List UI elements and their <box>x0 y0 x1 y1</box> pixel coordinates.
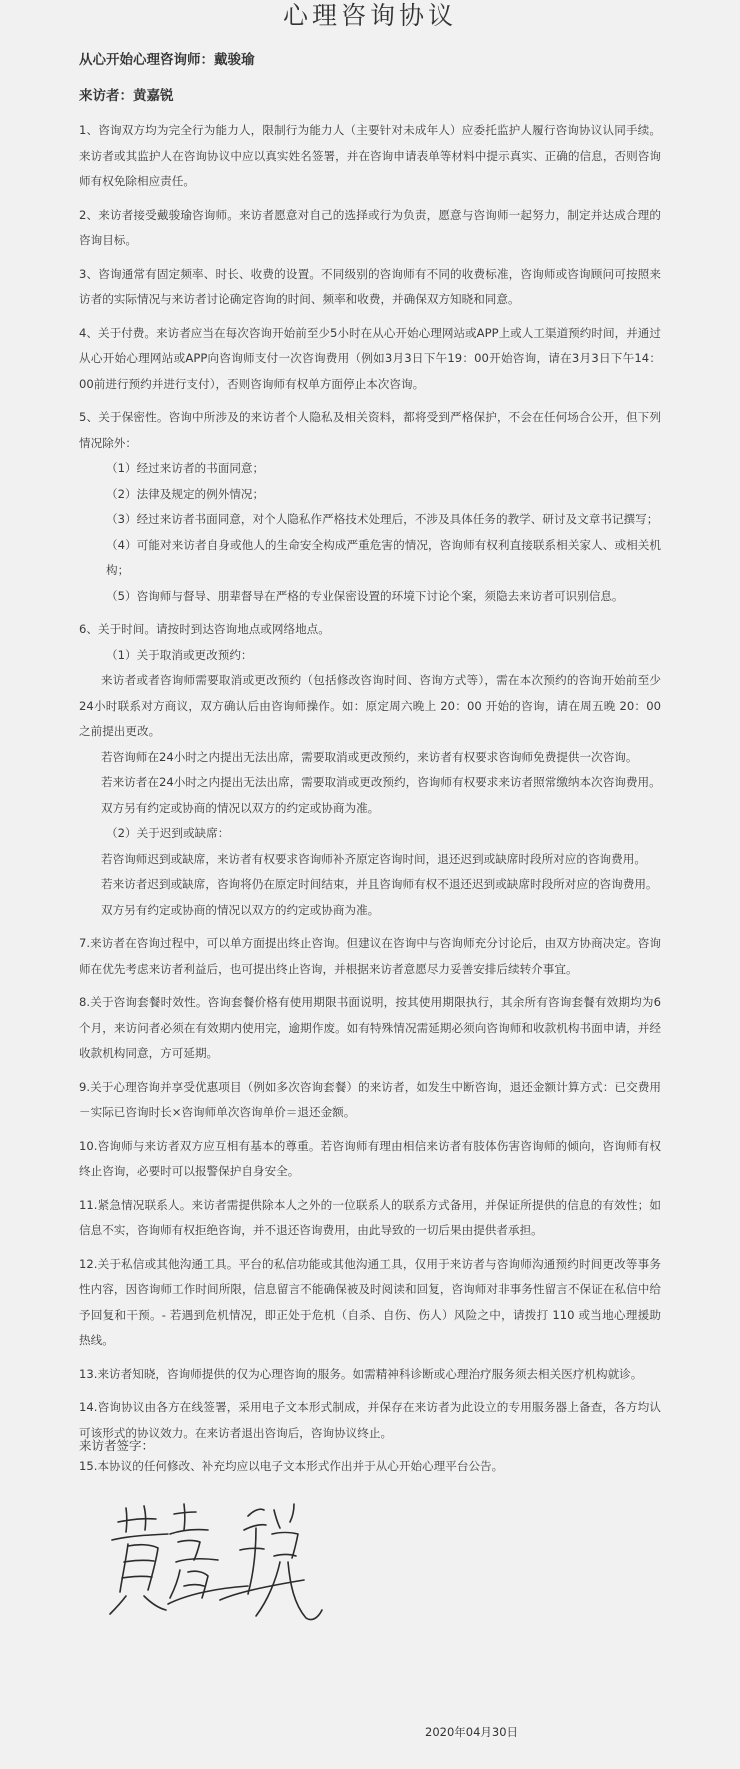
clause-13: 13.来访者知晓，咨询师提供的仅为心理咨询的服务。如需精神科诊断或心理治疗服务须去相关医疗机构就诊。 <box>79 1366 643 1381</box>
page-title: 心理咨询协议 <box>282 1 457 30</box>
late-heading: （2）关于迟到或缺席： <box>106 826 230 840</box>
clause-3: 3、咨询通常有固定频率、时长、收费的设置。不同级别的咨询师有不同的收费标准，咨询师或咨询顾问可按照来访者的实际情况与来访者讨论确定咨询的时间、频率和收费，并确保双方知晓和同意。 <box>79 266 661 306</box>
cancel-paragraph: 若咨询师在24小时之内提出无法出席，需要取消或更改预约，来访者有权要求咨询师免费提供一次咨询。 <box>101 749 638 764</box>
counselor-line: 从心开始心理咨询师：戴骏瑜 <box>79 52 255 68</box>
clause-5-item: （2）法律及规定的例外情况； <box>106 486 265 501</box>
clause-11: 11.紧急情况联系人。来访者需提供除本人之外的一位联系人的联系方式备用，并保证所提供的信息的有效性；如信息不实，咨询师有权拒绝咨询，并不退还咨询费用，由此导致的一切后果由提供者承担。 <box>79 1197 661 1237</box>
clause-14: 14.咨询协议由各方在线签署，采用电子文本形式制成，并保存在来访者为此设立的专用服务器上备查，各方均认可该形式的协议效力。在来访者退出咨询后，咨询协议终止。 <box>79 1400 661 1440</box>
clause-12: 12.关于私信或其他沟通工具。平台的私信功能或其他沟通工具，仅用于来访者与咨询师沟通预约时间更改等事务性内容，因咨询师工作时间所限，信息留言不能确保被及时阅读和回复，咨询师对非事务性留言不保证在私信中给予回复和干预。- 若遇到危机情况，即正处于危机（自杀、自伤、伤人）风险之中，请拨打 110 或当地心理援助热线。 <box>79 1256 661 1347</box>
clause-5 <box>79 405 661 609</box>
clause-6-text: 6、关于时间。请按时到达咨询地点或网络地点。 <box>79 622 330 636</box>
clause-5-item: （3）经过来访者书面同意，对个人隐私作严格技术处理后，不涉及具体任务的教学、研讨及文章书记撰写； <box>106 512 659 526</box>
handwritten-signature <box>108 1500 328 1640</box>
clause-4: 4、关于付费。来访者应当在每次咨询开始前至少5小时在从心开始心理网站或APP上或人工渠道预约时间，并通过从心开始心理网站或APP向咨询师支付一次咨询费用（例如3月3日下午19：00开始咨询，请在3月3日下午14：00前进行预约并进行支付），否则咨询师有权单方面停止本次咨询。 <box>79 325 661 391</box>
clause-1: 1、咨询双方均为完全行为能力人，限制行为能力人（主要针对未成年人）应委托监护人履行咨询协议认同手续。来访者或其监护人在咨询协议中应以真实姓名签署，并在咨询申请表单等材料中提示真实、正确的信息，否则咨询师有权免除相应责任。 <box>79 123 661 188</box>
signing-date: 2020年04月30日 <box>425 1725 519 1739</box>
clause-5-item: （4）可能对来访者自身或他人的生命安全构成严重危害的情况，咨询师有权利直接联系相关家人、或相关机构； <box>106 537 661 577</box>
late-paragraph: 若来访者迟到或缺席，咨询将仍在原定时间结束，并且咨询师有权不退还迟到或缺席时段所对应的咨询费用。 <box>101 877 658 891</box>
clause-9: 9.关于心理咨询并享受优惠项目（例如多次咨询套餐）的来访者，如发生中断咨询，退还金额计算方式：已交费用－实际已咨询时长×咨询师单次咨询单价＝退还金额。 <box>79 1079 661 1119</box>
clause-5-text: 5、关于保密性。咨询中所涉及的来访者个人隐私及相关资料，都将受到严格保护，不会在任何场合公开，但下列情况除外： <box>79 410 661 450</box>
cancel-paragraph: 来访者或者咨询师需要取消或更改预约（包括修改咨询时间、咨询方式等），需在本次预约的咨询开始前至少24小时联系对方商议，双方确认后由咨询师操作。如：原定周六晚上 20：00 开始的咨询，请在周五晚 20：00 之前提出更改。 <box>79 673 661 738</box>
late-paragraph: 若咨询师迟到或缺席，来访者有权要求咨询师补齐原定咨询时间，退还迟到或缺席时段所对应的咨询费用。 <box>101 851 646 866</box>
cancel-paragraph: 若来访者在24小时之内提出无法出席，需要取消或更改预约，咨询师有权要求来访者照常缴纳本次咨询费用。 <box>101 775 661 789</box>
clause-2: 2、来访者接受戴骏瑜咨询师。来访者愿意对自己的选择或行为负责，愿意与咨询师一起努力，制定并达成合理的咨询目标。 <box>79 207 661 247</box>
clause-8: 8.关于咨询套餐时效性。咨询套餐价格有使用期限书面说明，按其使用期限执行，其余所有咨询套餐有效期均为6个月，来访问者必须在有效期内使用完，逾期作废。如有特殊情况需延期必须向咨询师和收款机构书面申请，并经收款机构同意，方可延期。 <box>79 995 661 1060</box>
signature-label: 来访者签字： <box>79 1438 155 1453</box>
clause-15: 15.本协议的任何修改、补充均应以电子文本形式作出并于从心开始心理平台公告。 <box>79 1459 504 1473</box>
clause-5-item: （1）经过来访者的书面同意； <box>106 461 265 475</box>
late-paragraph: 双方另有约定或协商的情况以双方的约定或协商为准。 <box>101 902 380 917</box>
cancel-paragraph: 双方另有约定或协商的情况以双方的约定或协商为准。 <box>101 800 380 815</box>
cancel-heading: （1）关于取消或更改预约： <box>106 647 253 662</box>
clause-6 <box>79 617 661 923</box>
clause-5-item: （5）咨询师与督导、朋辈督导在严格的专业保密设置的环境下讨论个案，须隐去来访者可识别信息。 <box>106 588 624 603</box>
clause-10: 10.咨询师与来访者双方应互相有基本的尊重。若咨询师有理由相信来访者有肢体伤害咨询师的倾向，咨询师有权终止咨询，必要时可以报警保护自身安全。 <box>79 1138 661 1178</box>
clause-list <box>79 118 661 1488</box>
clause-7: 7.来访者在咨询过程中，可以单方面提出终止咨询。但建议在咨询中与咨询师充分讨论后，由双方协商决定。咨询师在优先考虑来访者利益后，也可提出终止咨询，并根据来访者意愿尽力妥善安排后续转介事宜。 <box>79 936 661 976</box>
visitor-line: 来访者：黄嘉锐 <box>79 88 174 104</box>
